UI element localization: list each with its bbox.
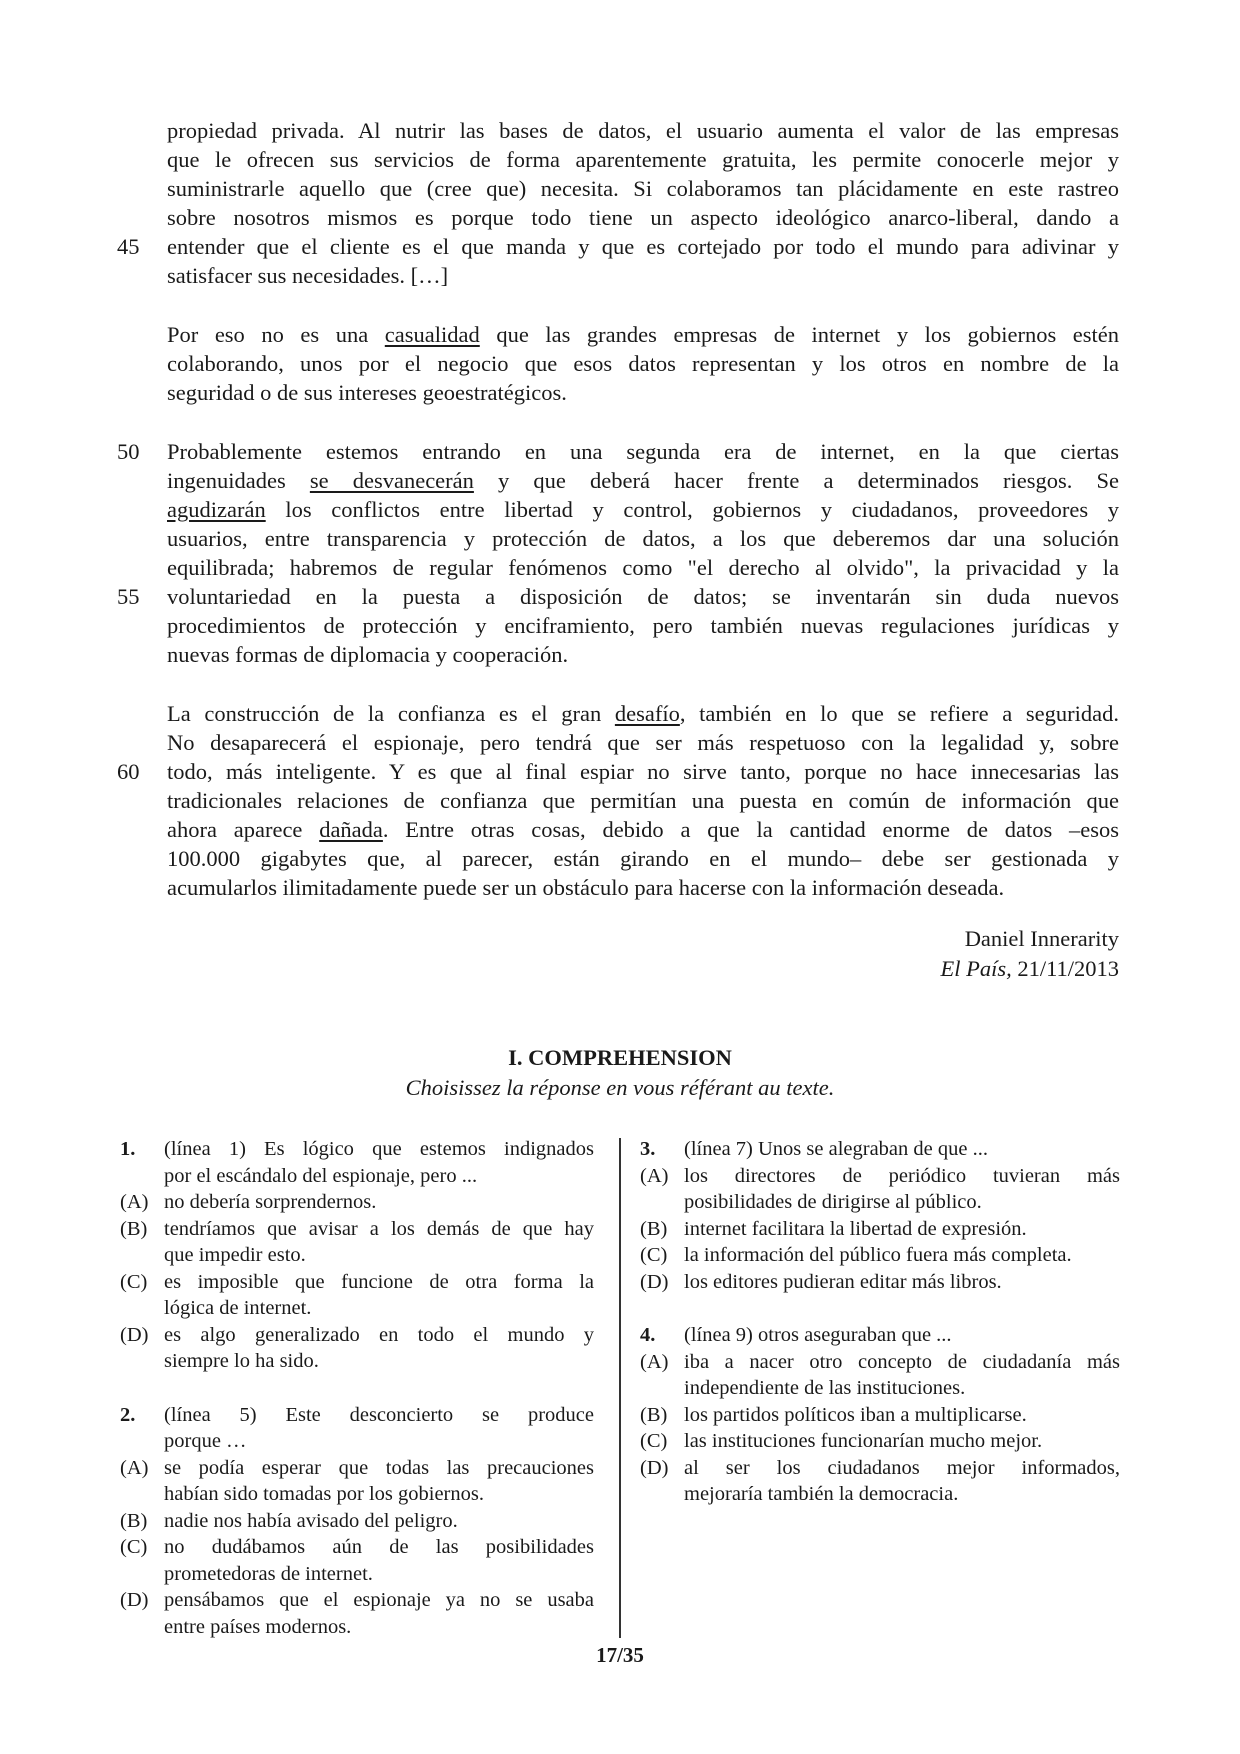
line-number: 55 <box>117 584 140 609</box>
text-line: sobre nosotros mismos es porque todo tiene un aspecto ideológico anarco-liberal, dando a <box>167 205 1119 230</box>
text-line: 55 voluntariedad en la puesta a disposición de datos; se inventarán sin duda nuevos <box>117 584 1119 609</box>
page-number: 17/35 <box>596 1643 644 1667</box>
text-line: ahora aparece dañada. Entre otras cosas, debido a que la cantidad enorme de datos –esos <box>167 817 1119 842</box>
underlined-word: se desvanecerán <box>309 468 474 493</box>
source-date: 21/11/2013 <box>1011 956 1119 981</box>
option-b: (B) internet facilitara la libertad de expresión. <box>640 1217 1027 1240</box>
option-c: (C) las instituciones funcionarían mucho mejor. <box>640 1430 1043 1452</box>
option-b: (B) tendríamos que avisar a los demás de que hay que impedir esto. <box>120 1217 594 1266</box>
question-stem: (línea 9) otros aseguraban que ... <box>684 1324 952 1346</box>
option-b: (B) nadie nos había avisado del peligro. <box>120 1509 458 1532</box>
question-1 <box>120 1136 594 1375</box>
question-3 <box>640 1136 1120 1295</box>
paragraph-1 <box>117 116 1119 290</box>
question-stem: (línea 7) Unos se alegraban de que ... <box>684 1138 988 1160</box>
underlined-word: agudizarán <box>167 497 266 522</box>
source-line <box>940 954 1119 984</box>
question-2 <box>120 1402 594 1641</box>
line-number: 50 <box>117 439 140 464</box>
text-line: agudizarán los conflictos entre libertad y control, gobiernos y ciudadanos, proveedores y <box>167 497 1119 522</box>
text-line: propiedad privada. Al nutrir las bases de datos, el usuario aumenta el valor de las empresas <box>167 118 1119 143</box>
paragraph-4 <box>117 699 1119 902</box>
option-a: (A) iba a nacer otro concepto de ciudadanía más independiente de las instituciones. <box>640 1350 1120 1399</box>
text-line: tradicionales relaciones de confianza que permitían una puesta en común de información que <box>167 788 1119 813</box>
text-line: equilibrada; habremos de regular fenómenos como "el derecho al olvido", la privacidad y la <box>167 555 1119 580</box>
text-line: No desaparecerá el espionaje, pero tendrá que ser más respetuoso con la legalidad y, sobre <box>167 730 1119 755</box>
question-number: 4. <box>640 1324 656 1346</box>
section-subtitle: Choisissez la réponse en vous référant au texte. <box>405 1075 835 1100</box>
question-stem: (línea 1) Es lógico que estemos indignados por el escándalo del espionaje, pero ... <box>164 1138 594 1187</box>
text-line: acumularlos ilimitadamente puede ser un obstáculo para hacerse con la información deseada. <box>167 875 1005 900</box>
underlined-word: dañada <box>319 817 383 842</box>
text-line: 50 Probablemente estemos entrando en una segunda era de internet, en la que ciertas <box>117 439 1119 464</box>
option-c: (C) no dudábamos aún de las posibilidades prometedoras de internet. <box>120 1536 594 1585</box>
questions-left-column <box>120 1136 594 1667</box>
section-title: I. COMPREHENSION <box>508 1045 732 1070</box>
paragraph-3 <box>117 437 1119 669</box>
line-number: 45 <box>117 234 140 259</box>
text-line: Por eso no es una casualidad que las grandes empresas de internet y los gobiernos estén <box>167 322 1119 347</box>
option-d: (D) al ser los ciudadanos mejor informados, mejoraría también la democracia. <box>640 1456 1120 1505</box>
text-line: 60 todo, más inteligente. Y es que al final espiar no sirve tanto, porque no hace innecesarias las <box>117 759 1119 784</box>
question-number: 1. <box>120 1138 136 1160</box>
underlined-word: casualidad <box>384 322 480 347</box>
question-number: 2. <box>120 1403 136 1426</box>
text-line: procedimientos de protección y enciframiento, pero también nuevas regulaciones jurídicas y <box>167 613 1119 638</box>
option-c: (C) es imposible que funcione de otra forma la lógica de internet. <box>120 1270 594 1319</box>
option-a: (A) no debería sorprendernos. <box>120 1191 377 1213</box>
questions-right-column <box>640 1136 1120 1535</box>
text-line: que le ofrecen sus servicios de forma aparentemente gratuita, les permite conocerle mejor y <box>167 147 1119 172</box>
text-line: colaborando, unos por el negocio que esos datos representan y los otros en nombre de la <box>167 351 1119 376</box>
text-line: 45 entender que el cliente es el que manda y que es cortejado por todo el mundo para adivinar y <box>117 234 1119 259</box>
column-divider <box>619 1138 621 1638</box>
text-line: ingenuidades se desvanecerán y que deberá hacer frente a determinados riesgos. Se <box>167 468 1119 493</box>
option-c: (C) la información del público fuera más completa. <box>640 1244 1072 1266</box>
underlined-word: desafío <box>614 701 680 726</box>
text-line: nuevas formas de diplomacia y cooperación. <box>167 642 569 667</box>
option-b: (B) los partidos políticos iban a multiplicarse. <box>640 1403 1027 1426</box>
question-stem: (línea 5) Este desconcierto se produce porque … <box>164 1403 594 1452</box>
question-number: 3. <box>640 1138 656 1160</box>
option-d: (D) es algo generalizado en todo el mundo y siempre lo ha sido. <box>120 1323 594 1372</box>
text-line: La construcción de la confianza es el gran desafío, también en lo que se refiere a seguridad. <box>167 701 1119 726</box>
option-d: (D) los editores pudieran editar más libros. <box>640 1270 1002 1293</box>
line-number: 60 <box>117 759 140 784</box>
source-name: El País, <box>940 956 1012 981</box>
signature <box>940 924 1119 984</box>
article-text <box>117 116 1119 932</box>
option-d: (D) pensábamos que el espionaje ya no se usaba entre países modernos. <box>120 1589 594 1638</box>
text-line: seguridad o de sus intereses geoestratégicos. <box>167 380 567 405</box>
text-line: suministrarle aquello que (cree que) necesita. Si colaboramos tan plácidamente en este rastreo <box>167 176 1119 201</box>
option-a: (A) se podía esperar que todas las precauciones habían sido tomadas por los gobiernos. <box>120 1456 594 1505</box>
text-line: 100.000 gigabytes que, al parecer, están girando en el mundo– debe ser gestionada y <box>167 846 1119 871</box>
text-line: usuarios, entre transparencia y protección de datos, a los que deberemos dar una solución <box>167 526 1119 551</box>
paragraph-2 <box>167 320 1119 407</box>
question-4 <box>640 1322 1120 1508</box>
text-line: satisfacer sus necesidades. […] <box>167 263 449 288</box>
author-name: Daniel Innerarity <box>964 926 1119 951</box>
option-a: (A) los directores de periódico tuvieran más posibilidades de dirigirse al público. <box>640 1164 1120 1213</box>
